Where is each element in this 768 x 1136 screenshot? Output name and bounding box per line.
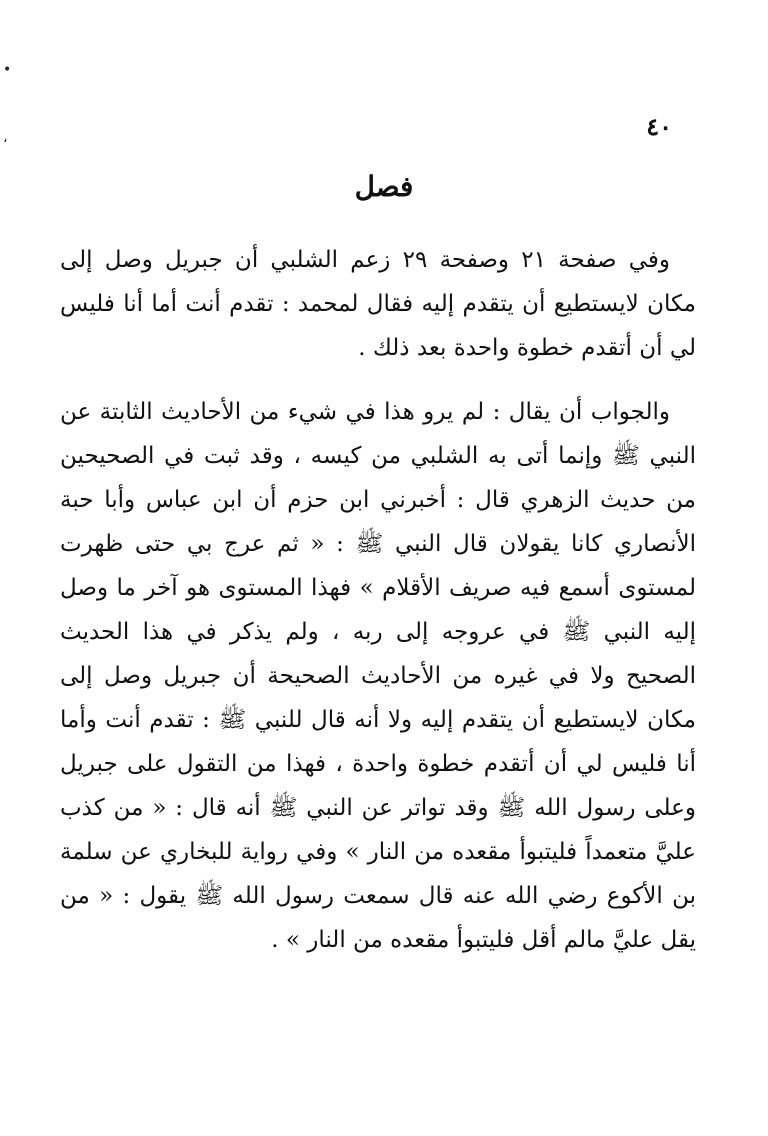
paragraph	[60, 238, 696, 370]
margin-mark: •	[3, 62, 12, 78]
page-number: ٤٠	[646, 112, 672, 141]
paragraph-text: وفي صفحة ٢١ وصفحة ٢٩ زعم الشلبي أن جبريل وصل إلى مكان لايستطيع أن يتقدم إليه فقال لمحمد : تقدم أنت أما أنا فليس لي أن أتقدم خطوة واحدة بعد ذلك .	[60, 247, 696, 361]
paragraph-text: والجواب أن يقال : لم يرو هذا في شيء من الأحاديث الثابتة عن النبي ﷺ وإنما أتى به الشلبي من كيسه ، وقد ثبت في الصحيحين من حديث الزهري قال : أخبرني ابن حزم أن ابن عباس وأبا حبة الأنصاري كانا يقولان قال النبي ﷺ : « ثم عرج بي حتى ظهرت لمستوى أسمع فيه صريف الأقلام » فهذا المستوى هو آخر ما وصل إليه النبي ﷺ في عروجه إلى ربه ، ولم يذكر في هذا الحديث الصحيح ولا في غيره من الأحاديث الصحيحة أن جبريل وصل إلى مكان لايستطيع أن يتقدم إليه ولا أنه قال للنبي ﷺ : تقدم أنت وأما أنا فليس لي أن أتقدم خطوة واحدة ، فهذا من التقول على جبريل وعلى رسول الله ﷺ وقد تواتر عن النبي ﷺ أنه قال : « من كذب عليَّ متعمداً فليتبوأ مقعده من النار » وفي رواية للبخاري عن سلمة بن الأكوع رضي الله عنه قال سمعت رسول الله ﷺ يقول : « من يقل عليَّ مالم أقل فليتبوأ مقعده من النار » .	[60, 399, 696, 953]
paragraph	[60, 390, 696, 962]
margin-mark: ،	[3, 130, 8, 146]
section-heading: فصل	[354, 170, 414, 203]
